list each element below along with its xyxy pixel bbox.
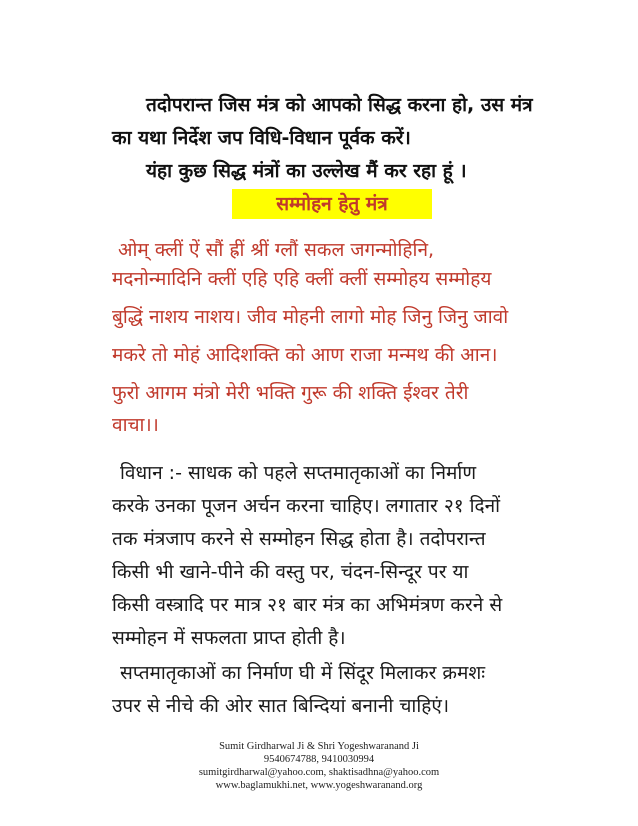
footer-authors: Sumit Girdharwal Ji & Shri Yogeshwaranand Ji bbox=[219, 741, 419, 752]
section-heading: सम्मोहन हेतु मंत्र bbox=[232, 189, 432, 219]
vidhan-line-5: किसी वस्त्रादि पर मात्र २१ बार मंत्र का अभिमंत्रण करने से bbox=[112, 594, 503, 616]
mantra-line-4: मकरे तो मोहं आदिशक्ति को आण राजा मन्मथ की आन। bbox=[112, 344, 498, 366]
mantra-line-3: बुद्धिं नाशय नाशय। जीव मोहनी लागो मोह जिनु जिनु जावो bbox=[112, 306, 509, 328]
mantra-line-2: मदनोन्मादिनि क्लीं एहि एहि क्लीं क्लीं सम्मोहय सम्मोहय bbox=[112, 268, 492, 290]
page-footer bbox=[0, 740, 638, 792]
vidhan-line-1: विधान :- साधक को पहले सप्तमातृकाओं का निर्माण bbox=[120, 462, 477, 484]
mantra-line-1: ओम् क्लीं ऐं सौं ह्रीं श्रीं ग्लौं सकल जगन्मोहिनि, bbox=[118, 239, 435, 261]
footer-phones: 9540674788, 9410030994 bbox=[263, 754, 375, 765]
vidhan-line-4: किसी भी खाने-पीने की वस्तु पर, चंदन-सिन्दूर पर या bbox=[112, 561, 469, 583]
vidhan-line-6: सम्मोहन में सफलता प्राप्त होती है। bbox=[112, 627, 346, 649]
intro-line-2: का यथा निर्देश जप विधि-विधान पूर्वक करें। bbox=[112, 127, 411, 149]
footer-websites: www.baglamukhi.net, www.yogeshwaranand.org bbox=[215, 780, 423, 791]
footer-emails: sumitgirdharwal@yahoo.com, shaktisadhna@yahoo.com bbox=[198, 767, 440, 778]
intro-line-1: तदोपरान्त जिस मंत्र को आपको सिद्ध करना हो, उस मंत्र bbox=[146, 94, 533, 116]
vidhan-line-2: करके उनका पूजन अर्चन करना चाहिए। लगातार २१ दिनों bbox=[112, 495, 501, 517]
intro-line-3: यंहा कुछ सिद्ध मंत्रों का उल्लेख मैं कर रहा हूं । bbox=[146, 160, 467, 182]
saptamatrika-line-1: सप्तमातृकाओं का निर्माण घी में सिंदूर मिलाकर क्रमशः bbox=[120, 662, 486, 684]
mantra-line-6: वाचा।। bbox=[112, 414, 159, 436]
mantra-line-5: फुरो आगम मंत्रो मेरी भक्ति गुरू की शक्ति ईश्वर तेरी bbox=[112, 382, 469, 404]
vidhan-line-3: तक मंत्रजाप करने से सम्मोहन सिद्ध होता है। तदोपरान्त bbox=[112, 528, 486, 550]
saptamatrika-line-2: उपर से नीचे की ओर सात बिन्दियां बनानी चाहिएं। bbox=[112, 695, 450, 717]
